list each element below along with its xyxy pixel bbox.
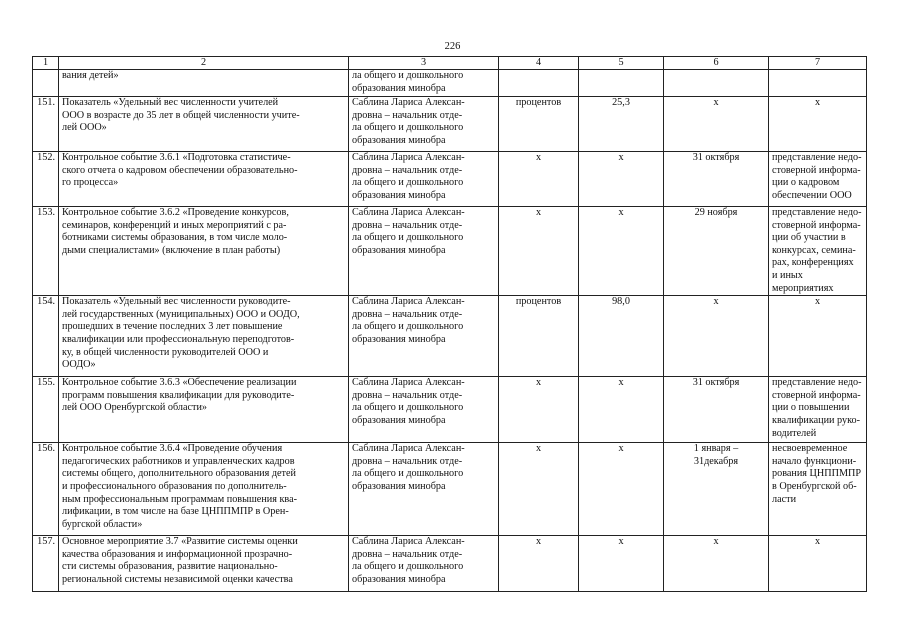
column-header-7: 7	[769, 57, 867, 70]
date-cell: х	[664, 97, 769, 152]
responsible-cell: ла общего и дошкольного образования минобра	[349, 70, 499, 97]
table-row	[33, 70, 867, 97]
table-row	[33, 443, 867, 536]
date-cell: 1 января – 31декабря	[664, 443, 769, 536]
measure-cell: Контрольное событие 3.6.1 «Подготовка статистиче- ского отчета о кадровом обеспечении образовательно- го процесса»	[59, 152, 349, 207]
table-row	[33, 296, 867, 377]
risk-cell: представление недо- стоверной информа- ции о кадровом обеспечении ООО	[769, 152, 867, 207]
value-cell	[579, 70, 664, 97]
risk-cell: несвоевременное начало функциони- рования ЦНППМПР в Оренбургской об- ласти	[769, 443, 867, 536]
risk-cell: представление недо- стоверной информа- ции об участии в конкурсах, семина- рах, конференциях и иных мероприятиях	[769, 207, 867, 296]
risk-cell	[769, 70, 867, 97]
measure-cell: вания детей»	[59, 70, 349, 97]
unit-cell: х	[499, 536, 579, 592]
row-number	[33, 70, 59, 97]
row-number: 156.	[33, 443, 59, 536]
risk-cell: х	[769, 97, 867, 152]
unit-cell: процентов	[499, 296, 579, 377]
table-row	[33, 536, 867, 592]
page-number: 226	[444, 41, 461, 52]
table-row	[33, 152, 867, 207]
value-cell: 98,0	[579, 296, 664, 377]
measure-cell: Показатель «Удельный вес численности учителей ООО в возрасте до 35 лет в общей численности учите- лей ООО»	[59, 97, 349, 152]
measure-cell: Основное мероприятие 3.7 «Развитие системы оценки качества образования и информационной прозрачно- сти системы образования, развитие национально- региональной системы независимой оценки качества	[59, 536, 349, 592]
risk-cell: представление недо- стоверной информа- ции о повышении квалификации руко- водителей	[769, 377, 867, 443]
table-header-row	[33, 57, 867, 70]
measure-cell: Контрольное событие 3.6.2 «Проведение конкурсов, семинаров, конференций и иных мероприятий с ра- ботниками системы образования, в том числе моло- дыми специалистами» (включение в план работы)	[59, 207, 349, 296]
responsible-cell: Саблина Лариса Алексан- дровна – начальник отде- ла общего и дошкольного образования минобра	[349, 296, 499, 377]
responsible-cell: Саблина Лариса Алексан- дровна – начальник отде- ла общего и дошкольного образования минобра	[349, 443, 499, 536]
value-cell: х	[579, 536, 664, 592]
risk-cell: х	[769, 296, 867, 377]
date-cell: х	[664, 536, 769, 592]
unit-cell: х	[499, 207, 579, 296]
table-row	[33, 207, 867, 296]
unit-cell: х	[499, 377, 579, 443]
column-header-6: 6	[664, 57, 769, 70]
column-header-2: 2	[59, 57, 349, 70]
value-cell: х	[579, 377, 664, 443]
table-row	[33, 377, 867, 443]
measure-cell: Контрольное событие 3.6.4 «Проведение обучения педагогических работников и управленческих кадров системы общего, дополнительного образования детей и профессионального образования по дополнитель- ным профессиональным программам повышения ква- лификации, в том числе на базе ЦНППМПР в Орен- бургской области»	[59, 443, 349, 536]
table-row	[33, 97, 867, 152]
column-header-3: 3	[349, 57, 499, 70]
row-number: 152.	[33, 152, 59, 207]
responsible-cell: Саблина Лариса Алексан- дровна – начальник отде- ла общего и дошкольного образования минобра	[349, 97, 499, 152]
column-header-5: 5	[579, 57, 664, 70]
value-cell: х	[579, 443, 664, 536]
plan-table	[32, 56, 867, 592]
date-cell: х	[664, 296, 769, 377]
measure-cell: Контрольное событие 3.6.3 «Обеспечение реализации программ повышения квалификации для руководите- лей ООО Оренбургской области»	[59, 377, 349, 443]
risk-cell: х	[769, 536, 867, 592]
unit-cell: х	[499, 443, 579, 536]
responsible-cell: Саблина Лариса Алексан- дровна – начальник отде- ла общего и дошкольного образования минобра	[349, 207, 499, 296]
row-number: 154.	[33, 296, 59, 377]
responsible-cell: Саблина Лариса Алексан- дровна – начальник отде- ла общего и дошкольного образования минобра	[349, 536, 499, 592]
date-cell: 29 ноября	[664, 207, 769, 296]
unit-cell: х	[499, 152, 579, 207]
responsible-cell: Саблина Лариса Алексан- дровна – начальник отде- ла общего и дошкольного образования минобра	[349, 152, 499, 207]
value-cell: х	[579, 207, 664, 296]
responsible-cell: Саблина Лариса Алексан- дровна – начальник отде- ла общего и дошкольного образования минобра	[349, 377, 499, 443]
date-cell: 31 октября	[664, 152, 769, 207]
value-cell: х	[579, 152, 664, 207]
row-number: 151.	[33, 97, 59, 152]
row-number: 153.	[33, 207, 59, 296]
date-cell: 31 октября	[664, 377, 769, 443]
row-number: 157.	[33, 536, 59, 592]
unit-cell	[499, 70, 579, 97]
column-header-4: 4	[499, 57, 579, 70]
row-number: 155.	[33, 377, 59, 443]
date-cell	[664, 70, 769, 97]
measure-cell: Показатель «Удельный вес численности руководите- лей государственных (муниципальных) ООО и ООДО, прошедших в течение последних 3 лет повышение квалификации или профессиональную переподготов- ку, в общей численности руководителей ООО и ООДО»	[59, 296, 349, 377]
value-cell: 25,3	[579, 97, 664, 152]
column-header-1: 1	[33, 57, 59, 70]
unit-cell: процентов	[499, 97, 579, 152]
